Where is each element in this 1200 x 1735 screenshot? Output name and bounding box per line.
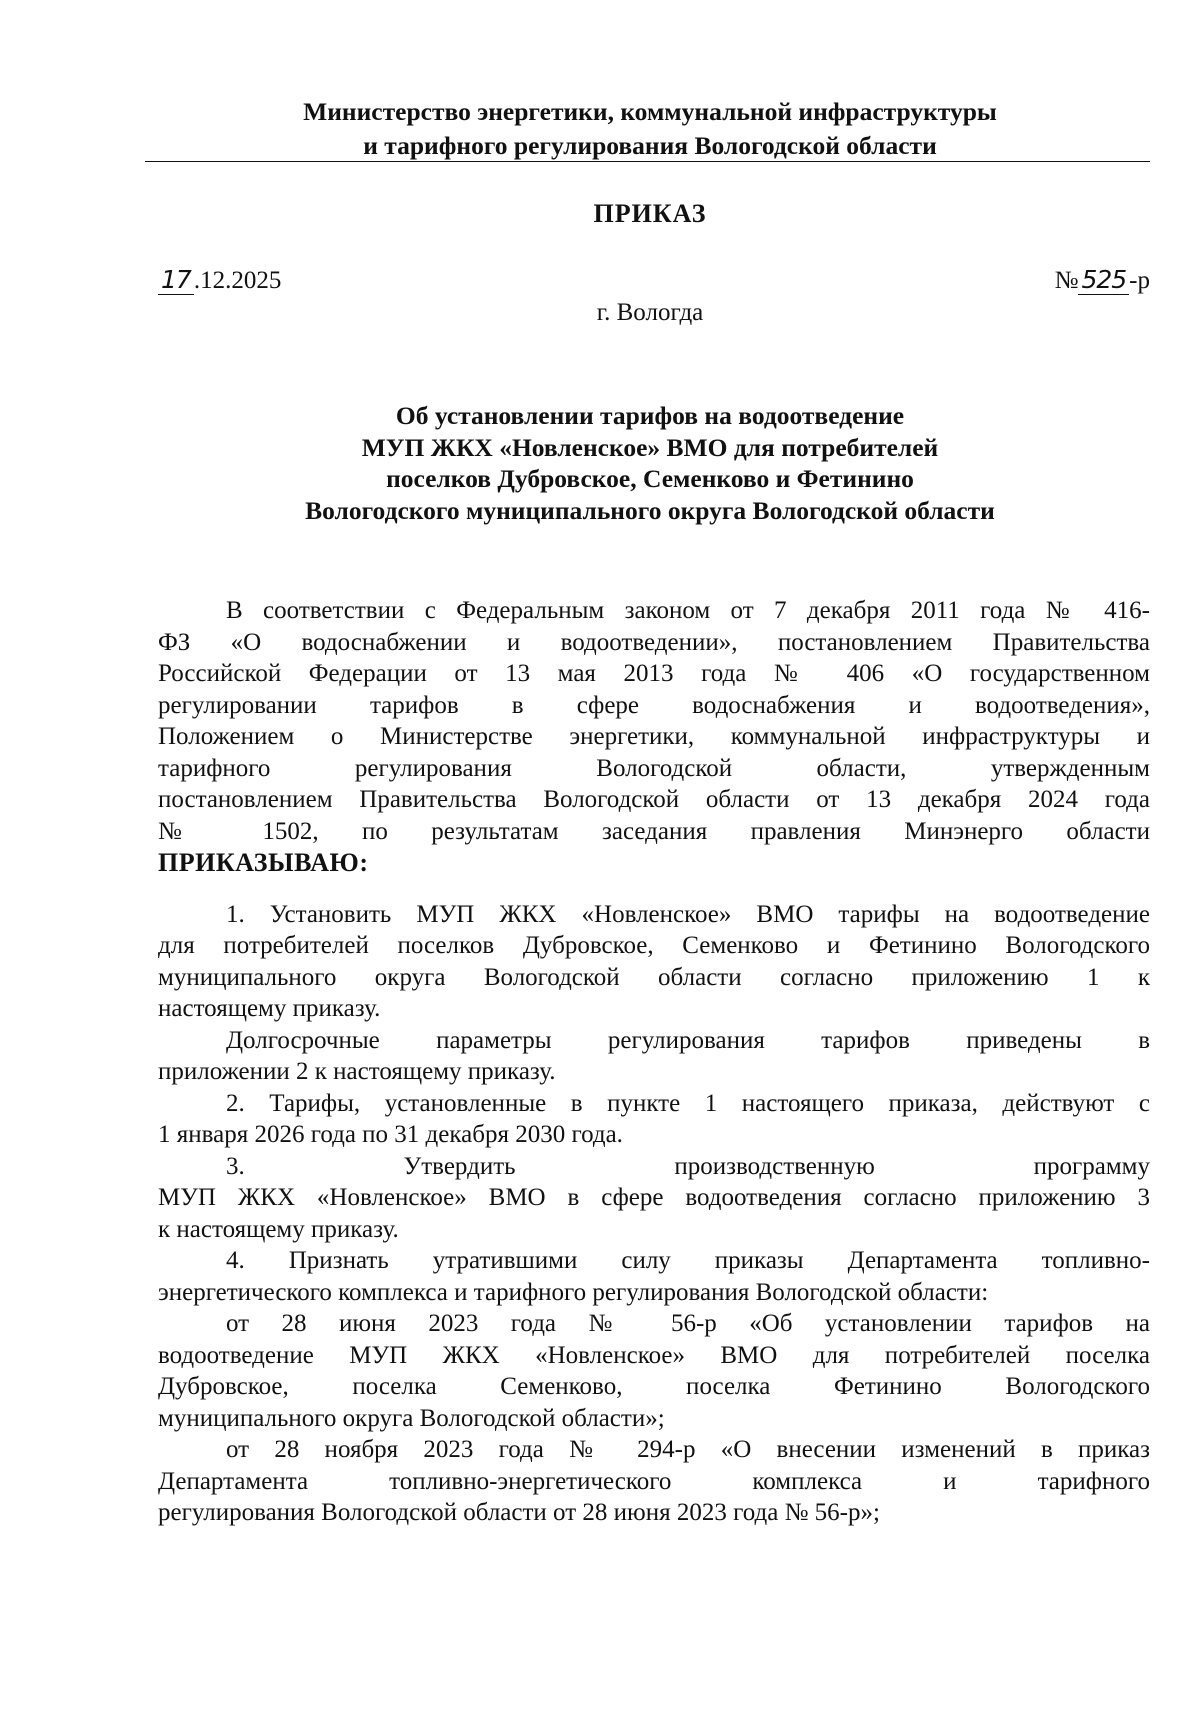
document-body [158, 595, 1150, 1529]
date-rest: .12.2025 [193, 267, 282, 294]
order-word: ПРИКАЗЫВАЮ: [158, 848, 369, 877]
preamble-line: В соответствии с Федеральным законом от 7 декабря 2011 года № 416- [226, 597, 1150, 624]
ministry-line-2: и тарифного регулирования Вологодской области [363, 131, 937, 160]
item4a-line: муниципального округа Вологодской области»; [158, 1404, 665, 1432]
item3-line: 3. Утвердить производственную программу [226, 1152, 1150, 1180]
item1b-line: приложении 2 к настоящему приказу. [158, 1058, 556, 1085]
item1b-line: Долгосрочные параметры регулирования тарифов приведены в [226, 1026, 1150, 1054]
item3-line: МУП ЖКХ «Новленское» ВМО в сфере водоотведения согласно приложению 3 [158, 1184, 1150, 1211]
item1-line: для потребителей поселков Дубровское, Семенково и Фетинино Вологодского [158, 932, 1150, 959]
document-date [158, 265, 281, 295]
item4a-line: от 28 июня 2023 года № 56-р «Об установлении тарифов на [226, 1310, 1150, 1337]
item4-line: 4. Признать утратившими силу приказы Департамента топливно- [226, 1247, 1150, 1274]
ministry-line-1: Министерство энергетики, коммунальной инфраструктуры [303, 97, 997, 126]
handwritten-day: 17 [158, 265, 194, 295]
subject-line: Об установлении тарифов на водоотведение [395, 401, 905, 430]
preamble-line: постановлением Правительства Вологодской области от 13 декабря 2024 года [158, 786, 1150, 813]
preamble-line: Российской Федерации от 13 мая 2013 года № 406 «О государственном [158, 660, 1150, 687]
document-subject [150, 400, 1150, 526]
item1-line: 1. Установить МУП ЖКХ «Новленское» ВМО тарифы на водоотведение [226, 900, 1150, 928]
preamble-line: Положением о Министерстве энергетики, коммунальной инфраструктуры и [158, 723, 1150, 750]
preamble-line: ФЗ «О водоснабжении и водоотведении», постановлением Правительства [158, 628, 1150, 656]
handwritten-number: 525 [1078, 265, 1129, 295]
item4a-line: Дубровское, поселка Семенково, поселка Фетинино Вологодского [158, 1373, 1150, 1400]
item4b-line: регулирования Вологодской области от 28 июня 2023 года № 56-р»; [158, 1499, 880, 1526]
item3-line: к настоящему приказу. [158, 1215, 399, 1243]
subject-line: МУП ЖКХ «Новленское» ВМО для потребителей [361, 432, 939, 462]
subject-line: поселков Дубровское, Семенково и Фетинино [386, 464, 914, 493]
header-divider [145, 161, 1150, 162]
item4-line: энергетического комплекса и тарифного регулирования Вологодской области: [158, 1278, 989, 1306]
subject-line: Вологодского муниципального округа Вологодской области [305, 495, 995, 525]
document-title: ПРИКАЗ [593, 199, 707, 228]
document-city: г. Вологда [596, 299, 704, 326]
item4b-line: от 28 ноября 2023 года № 294-р «О внесении изменений в приказ [226, 1436, 1150, 1463]
item2-line: 2. Тарифы, установленные в пункте 1 настоящего приказа, действуют с [226, 1089, 1150, 1117]
preamble-line: тарифного регулирования Вологодской области, утвержденным [158, 754, 1150, 782]
preamble-line: № 1502, по результатам заседания правления Минэнерго области [158, 817, 1150, 845]
item1-line: настоящему приказу. [158, 995, 381, 1022]
ministry-header [150, 95, 1150, 163]
document-number [1055, 265, 1150, 295]
item2-line: 1 января 2026 года по 31 декабря 2030 года. [158, 1121, 623, 1148]
item4b-line: Департамента топливно-энергетического комплекса и тарифного [158, 1467, 1150, 1495]
number-prefix: № [1054, 267, 1079, 294]
number-suffix: -р [1129, 267, 1150, 294]
item1-line: муниципального округа Вологодской области согласно приложению 1 к [158, 963, 1150, 991]
item4a-line: водоотведение МУП ЖКХ «Новленское» ВМО для потребителей поселка [158, 1341, 1150, 1369]
preamble-line: регулировании тарифов в сфере водоснабжения и водоотведения», [158, 691, 1150, 719]
